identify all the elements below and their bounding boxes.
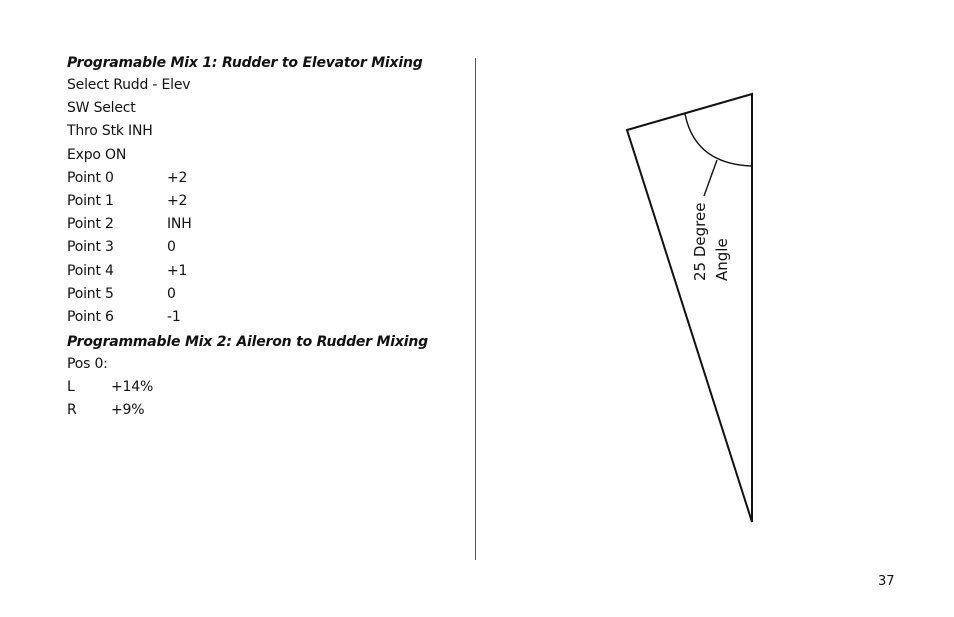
- wedge-triangle: [627, 94, 752, 522]
- point-label: Point 2: [67, 216, 114, 233]
- angle-label-line1: 25 Degree: [691, 202, 709, 281]
- mix1-point-row: [67, 283, 457, 306]
- mix2-row-value: +14%: [111, 379, 154, 396]
- point-value: +2: [167, 192, 188, 209]
- mix1-point-row: [67, 213, 457, 236]
- point-label: Point 5: [67, 285, 114, 302]
- mix2-row-value: +9%: [111, 402, 145, 419]
- mix1-point-row: [67, 260, 457, 283]
- mix1-expo-line: Expo ON: [67, 146, 127, 163]
- point-value: +1: [167, 262, 188, 279]
- mix1-point-row: [67, 167, 457, 190]
- mix1-select-line: Select Rudd - Elev: [67, 77, 191, 93]
- label-leader-line: [704, 160, 717, 196]
- mix2-heading: Programmable Mix 2: Aileron to Rudder Mixing: [67, 334, 428, 351]
- column-divider: [475, 58, 476, 560]
- mix1-point-row: [67, 236, 457, 259]
- mix1-point-row: [67, 306, 457, 329]
- mix2-row: [67, 399, 457, 422]
- point-label: Point 0: [67, 169, 114, 186]
- point-value: 0: [167, 239, 176, 256]
- point-value: 0: [167, 285, 176, 302]
- mix2-row-label: R: [67, 402, 77, 419]
- mix2-row-label: L: [67, 379, 75, 396]
- mix1-switch-line: SW Select: [67, 100, 136, 117]
- mix1-heading: Programable Mix 1: Rudder to Elevator Mixing: [67, 55, 423, 71]
- point-value: +2: [167, 169, 188, 186]
- mix2-row: [67, 376, 457, 399]
- mix1-throttle-line: Thro Stk INH: [67, 123, 153, 140]
- point-label: Point 6: [67, 308, 114, 325]
- point-label: Point 3: [67, 239, 114, 256]
- mix2-pos-line: Pos 0:: [67, 356, 108, 373]
- point-label: Point 1: [67, 192, 114, 209]
- point-value: INH: [167, 216, 192, 233]
- left-column: [67, 52, 457, 423]
- point-label: Point 4: [67, 262, 114, 279]
- mix1-point-row: [67, 190, 457, 213]
- angle-arc: [685, 114, 752, 166]
- angle-label-line2: Angle: [713, 238, 731, 281]
- angle-diagram: [600, 80, 780, 540]
- page-number: 37: [878, 574, 895, 589]
- point-value: -1: [167, 308, 181, 325]
